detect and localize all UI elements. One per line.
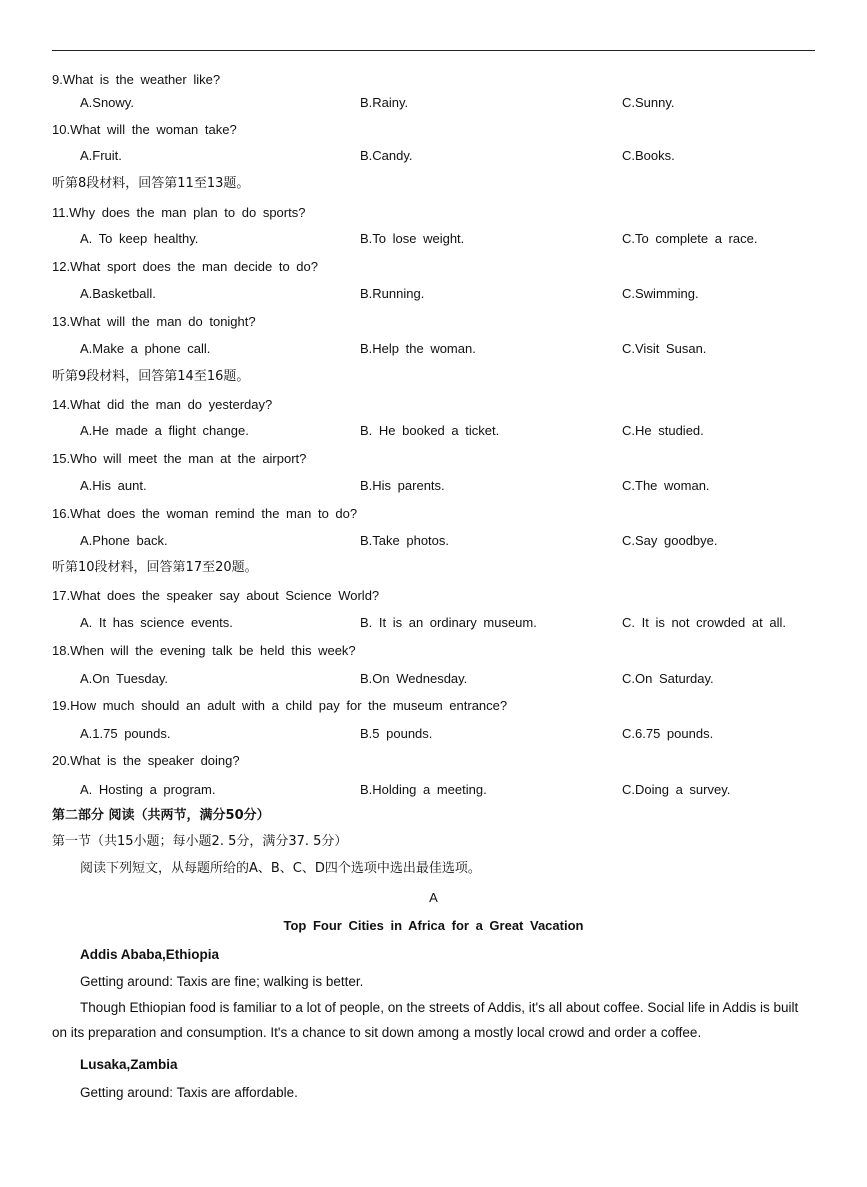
city-heading-addis: Addis Ababa,Ethiopia [80,947,220,962]
reading-instruction: 阅读下列短文，从每题所给的A、B、C、D四个选项中选出最佳选项。 [80,861,481,876]
option-b: B.Candy. [360,148,413,163]
option-b: B.Rainy. [360,95,409,110]
option-c: C.Doing a survey. [622,782,731,797]
option-c: C.The woman. [622,478,710,493]
passage-title: Top Four Cities in Africa for a Great Vacation [283,918,584,933]
option-c: C.On Saturday. [622,671,714,686]
option-b: B.Holding a meeting. [360,782,487,797]
header-rule [52,50,815,51]
option-a: A.Fruit. [80,148,122,163]
question-18: 18.When will the evening talk be held this week? [52,643,356,658]
question-13: 13.What will the man do tonight? [52,314,256,329]
question-17: 17.What does the speaker say about Science World? [52,588,380,603]
section-note-8: 听第8段材料，回答第11至13题。 [52,176,250,191]
question-10: 10.What will the woman take? [52,122,237,137]
option-c: C.Swimming. [622,286,699,301]
option-b: B. He booked a ticket. [360,423,500,438]
option-a: A.On Tuesday. [80,671,169,686]
addis-paragraph: Though Ethiopian food is familiar to a lot of people, on the streets of Addis, it's all about coffee. Social life in Addis is built on its preparation and consumption. It's a chance to sit down among a mostly local crowd and order a coffee. [52,1000,799,1040]
option-a: A. It has science events. [80,615,233,630]
question-19: 19.How much should an adult with a child pay for the museum entrance? [52,698,508,713]
option-c: C.6.75 pounds. [622,726,714,741]
option-a: A.Phone back. [80,533,168,548]
option-c: C.Visit Susan. [622,341,707,356]
option-a: A. To keep healthy. [80,231,199,246]
question-15: 15.Who will meet the man at the airport? [52,451,307,466]
reading-section-title: 第一节（共15小题；每小题2. 5分，满分37. 5分） [52,834,348,849]
question-14: 14.What did the man do yesterday? [52,397,273,412]
option-a: A.His aunt. [80,478,147,493]
section-note-10: 听第10段材料，回答第17至20题。 [52,560,258,575]
city-heading-lusaka: Lusaka,Zambia [80,1057,178,1072]
question-11: 11.Why does the man plan to do sports? [52,205,306,220]
getting-around-lusaka: Getting around: Taxis are affordable. [80,1085,298,1100]
question-9: 9.What is the weather like? [52,72,221,87]
option-b: B.5 pounds. [360,726,433,741]
option-a: A.Snowy. [80,95,134,110]
question-16: 16.What does the woman remind the man to do? [52,506,358,521]
getting-around-addis: Getting around: Taxis are fine; walking is better. [80,974,364,989]
option-b: B.Running. [360,286,425,301]
option-a: A. Hosting a program. [80,782,216,797]
question-12: 12.What sport does the man decide to do? [52,259,318,274]
option-a: A.He made a flight change. [80,423,249,438]
option-b: B.Help the woman. [360,341,476,356]
option-b: B.His parents. [360,478,445,493]
option-c: C.To complete a race. [622,231,758,246]
option-c: C.He studied. [622,423,704,438]
section-note-9: 听第9段材料，回答第14至16题。 [52,369,250,384]
option-c: C.Sunny. [622,95,675,110]
option-b: B.Take photos. [360,533,449,548]
option-b: B.To lose weight. [360,231,465,246]
passage-letter: A [429,890,438,905]
option-a: A.1.75 pounds. [80,726,171,741]
option-b: B.On Wednesday. [360,671,468,686]
option-c: C.Books. [622,148,675,163]
option-c: C.Say goodbye. [622,533,718,548]
option-b: B. It is an ordinary museum. [360,615,537,630]
option-a: A.Make a phone call. [80,341,211,356]
reading-part-title: 第二部分 阅读（共两节，满分50分） [52,808,270,823]
option-a: A.Basketball. [80,286,156,301]
option-c: C. It is not crowded at all. [622,615,786,630]
question-20: 20.What is the speaker doing? [52,753,240,768]
